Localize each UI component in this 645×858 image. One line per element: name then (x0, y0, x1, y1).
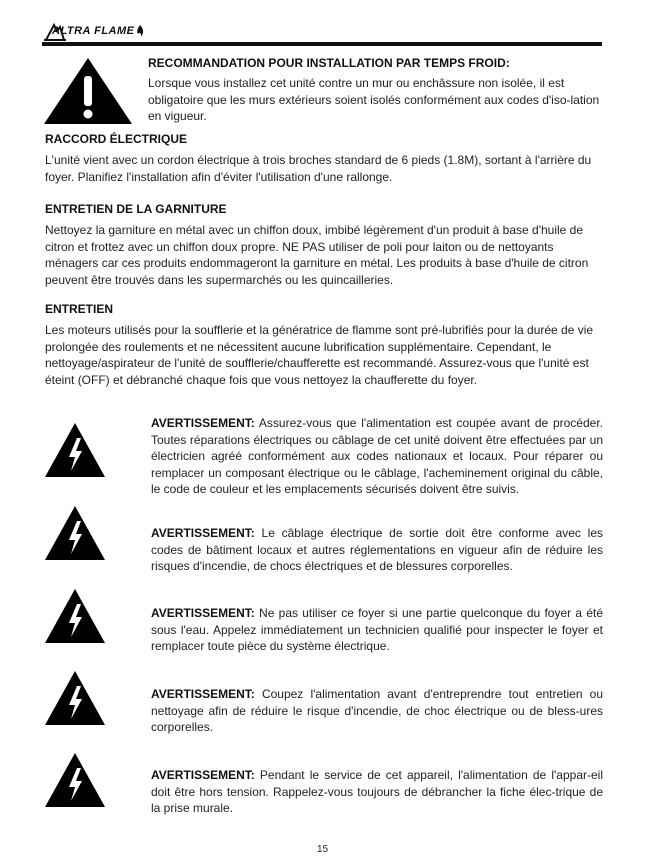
electrical-hazard-icon (44, 505, 106, 561)
section-text: Les moteurs utilisés pour la soufflerie et la génératrice de flamme sont pré-lubrifiés pour la durée de vie prolongée des roulements et ne nécessitent aucune lubrification supplémentaire. Cependant, le nettoyage/aspirateur de l'unité de soufflerie/chaufferette est recommandé. Assurez-vous que l'unité est éteint (OFF) et débranché chaque fois que vous nettoyez la chaufferette du foyer. (45, 323, 594, 387)
warning-5 (151, 767, 603, 817)
section-maintenance (45, 301, 605, 388)
section-heading: ENTRETIEN DE LA GARNITURE (45, 202, 227, 216)
electrical-hazard-icon (44, 752, 106, 808)
warning-text: Coupez l'alimentation avant d'entreprendre tout entretien ou nettoyage afin de réduire le risque d'incendie, de choc électrique ou de bless-ures corporelles. (151, 687, 603, 734)
section-heading: RACCORD ÉLECTRIQUE (45, 132, 188, 146)
warning-text: Ne pas utiliser ce foyer si une partie quelconque du foyer a été sous l'eau. Appelez immédiatement un technicien qualifié pour inspecter le foyer et remplacer toute pièce du système électrique. (151, 606, 603, 653)
exclamation-warning-icon (42, 56, 134, 126)
warning-2 (151, 525, 603, 575)
section-heading: ENTRETIEN (45, 302, 114, 316)
flame-mark-icon (135, 24, 145, 38)
electrical-hazard-icon (44, 670, 106, 726)
warning-3 (151, 605, 603, 655)
warning-4 (151, 686, 603, 736)
electrical-hazard-icon (44, 588, 106, 644)
warning-text: Pendant le service de cet appareil, l'alimentation de l'appar-eil doit être hors tension. Rappelez-vous toujours de débrancher la fiche élec-trique de la prise murale. (151, 768, 603, 815)
warning-label: AVERTISSEMENT: (151, 768, 255, 782)
warning-text: Assurez-vous que l'alimentation est coupée avant de procéder. Toutes réparations électriques ou câblage de cet unité doivent être effectuées par un électricien agréé conformément aux codes nationaux et locaux. Pour réparer ou remplacer un composant électrique ou le câblage, l'acheminement original du câble, le code de couleur et les emplacements sécurisés doivent être suivis. (151, 416, 603, 496)
warning-text: Le câblage électrique de sortie doit être conforme avec les codes de bâtiment locaux et autres réglementations en vigueur afin de réduire les risques d'incendie, de chocs électriques et de blessures corporelles. (151, 526, 603, 573)
brand-name: ALTRA FLAME (52, 25, 135, 37)
section-text: L'unité vient avec un cordon électrique à trois broches standard de 6 pieds (1.8M), sortant à l'arrière du foyer. Planifiez l'installation afin d'éviter l'utilisation d'une rallonge. (45, 153, 592, 184)
warning-1 (151, 415, 603, 498)
header-rule (42, 42, 602, 46)
warning-label: AVERTISSEMENT: (151, 606, 255, 620)
section-electrical-connection (45, 131, 605, 185)
cold-weather-title: RECOMMANDATION POUR INSTALLATION PAR TEMPS FROID: (148, 56, 510, 70)
electrical-hazard-icon (44, 422, 106, 478)
cold-weather-text: Lorsque vous installez cet unité contre un mur ou enchâssure non isolée, il est obligatoire que les murs extérieurs soient isolés conformément aux codes d'iso-lation en vigueur. (148, 76, 600, 123)
section-trim-care (45, 201, 605, 288)
cold-weather-notice (148, 55, 603, 125)
warning-label: AVERTISSEMENT: (151, 416, 255, 430)
warning-label: AVERTISSEMENT: (151, 687, 255, 701)
brand-logo (44, 20, 145, 42)
section-text: Nettoyez la garniture en métal avec un chiffon doux, imbibé légèrement d'un produit à base d'huile de citron et frottez avec un chiffon doux propre. NE PAS utiliser de poli pour laiton ou de nettoyants ménagers car ces produits endommageront la garniture en métal. Les produits à base d'huile de citron peuvent être trouvés dans les supermarchés ou les quincailleries. (45, 223, 589, 287)
warning-label: AVERTISSEMENT: (151, 526, 255, 540)
page-header (42, 18, 602, 44)
page-number: 15 (316, 844, 329, 855)
